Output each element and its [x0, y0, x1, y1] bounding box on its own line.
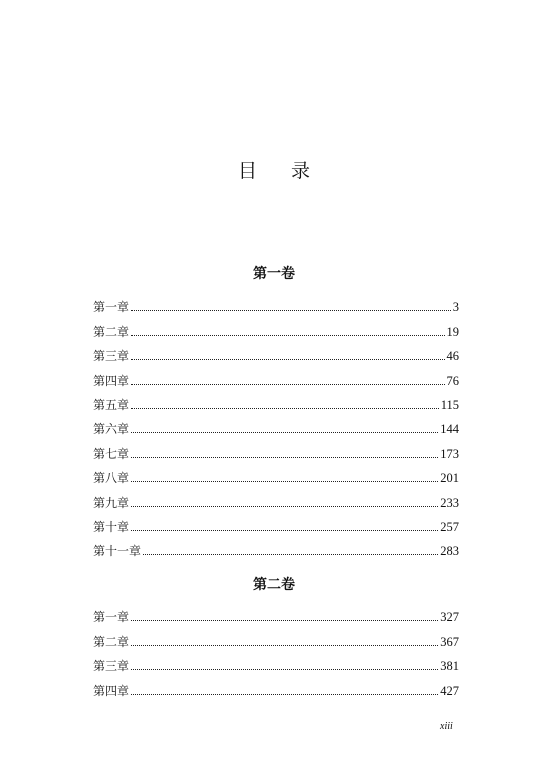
toc-entry-page-number: 327 — [440, 610, 459, 625]
toc-entry[interactable] — [93, 339, 459, 363]
dot-leader — [131, 530, 438, 531]
toc-entry[interactable] — [93, 673, 459, 697]
toc-entry-page-number: 115 — [440, 397, 459, 412]
dot-leader — [131, 310, 451, 311]
toc-entry-label: 第三章 — [93, 349, 130, 364]
toc-entry[interactable] — [93, 388, 459, 412]
toc-entry[interactable] — [93, 485, 459, 509]
toc-entry[interactable] — [93, 624, 459, 648]
dot-leader — [131, 384, 444, 385]
toc-entry-label: 第九章 — [93, 495, 130, 510]
dot-leader — [131, 359, 444, 360]
toc-entry-label: 第一章 — [93, 610, 130, 625]
toc-entry-page-number: 233 — [440, 495, 459, 510]
dot-leader — [131, 645, 438, 646]
toc-entry[interactable] — [93, 314, 459, 338]
dot-leader — [143, 554, 438, 555]
dot-leader — [131, 620, 438, 621]
toc-entry-label: 第五章 — [93, 397, 130, 412]
toc-entry-page-number: 201 — [440, 471, 459, 486]
dot-leader — [131, 457, 438, 458]
toc-entry[interactable] — [93, 534, 459, 558]
toc-list-volume-1 — [93, 290, 459, 558]
toc-entry-page-number: 381 — [440, 659, 459, 674]
toc-entry-page-number: 144 — [440, 422, 459, 437]
page-title: 目 录 — [237, 160, 325, 182]
toc-entry-label: 第三章 — [93, 659, 130, 674]
toc-entry[interactable] — [93, 436, 459, 460]
toc-entry[interactable] — [93, 510, 459, 534]
dot-leader — [131, 506, 438, 507]
toc-entry[interactable] — [93, 412, 459, 436]
dot-leader — [131, 669, 438, 670]
toc-entry-label: 第一章 — [93, 300, 130, 315]
dot-leader — [131, 694, 438, 695]
toc-list-volume-2 — [93, 600, 459, 698]
toc-entry-label: 第十章 — [93, 519, 130, 534]
toc-entry-page-number: 283 — [440, 544, 459, 559]
toc-entry-label: 第六章 — [93, 422, 130, 437]
toc-entry-page-number: 19 — [446, 324, 459, 339]
dot-leader — [131, 481, 438, 482]
toc-entry[interactable] — [93, 649, 459, 673]
volume-heading-1: 第一卷 — [253, 266, 295, 282]
toc-entry-label: 第二章 — [93, 634, 130, 649]
toc-entry-page-number: 427 — [440, 683, 459, 698]
toc-entry-label: 第二章 — [93, 324, 130, 339]
volume-heading-2: 第二卷 — [253, 577, 295, 593]
toc-entry[interactable] — [93, 461, 459, 485]
toc-entry[interactable] — [93, 363, 459, 387]
toc-entry[interactable] — [93, 600, 459, 624]
page-number: xiii — [440, 721, 453, 732]
toc-entry-page-number: 367 — [440, 634, 459, 649]
toc-entry-label: 第四章 — [93, 683, 130, 698]
toc-entry-page-number: 173 — [440, 446, 459, 461]
dot-leader — [131, 408, 439, 409]
toc-entry-page-number: 257 — [440, 519, 459, 534]
toc-entry-label: 第十一章 — [93, 544, 142, 559]
dot-leader — [131, 335, 444, 336]
toc-entry-page-number: 76 — [446, 373, 459, 388]
toc-entry-page-number: 46 — [446, 349, 459, 364]
toc-entry-page-number: 3 — [452, 300, 459, 315]
dot-leader — [131, 432, 438, 433]
toc-entry-label: 第七章 — [93, 446, 130, 461]
toc-entry[interactable] — [93, 290, 459, 314]
toc-entry-label: 第八章 — [93, 471, 130, 486]
toc-entry-label: 第四章 — [93, 373, 130, 388]
